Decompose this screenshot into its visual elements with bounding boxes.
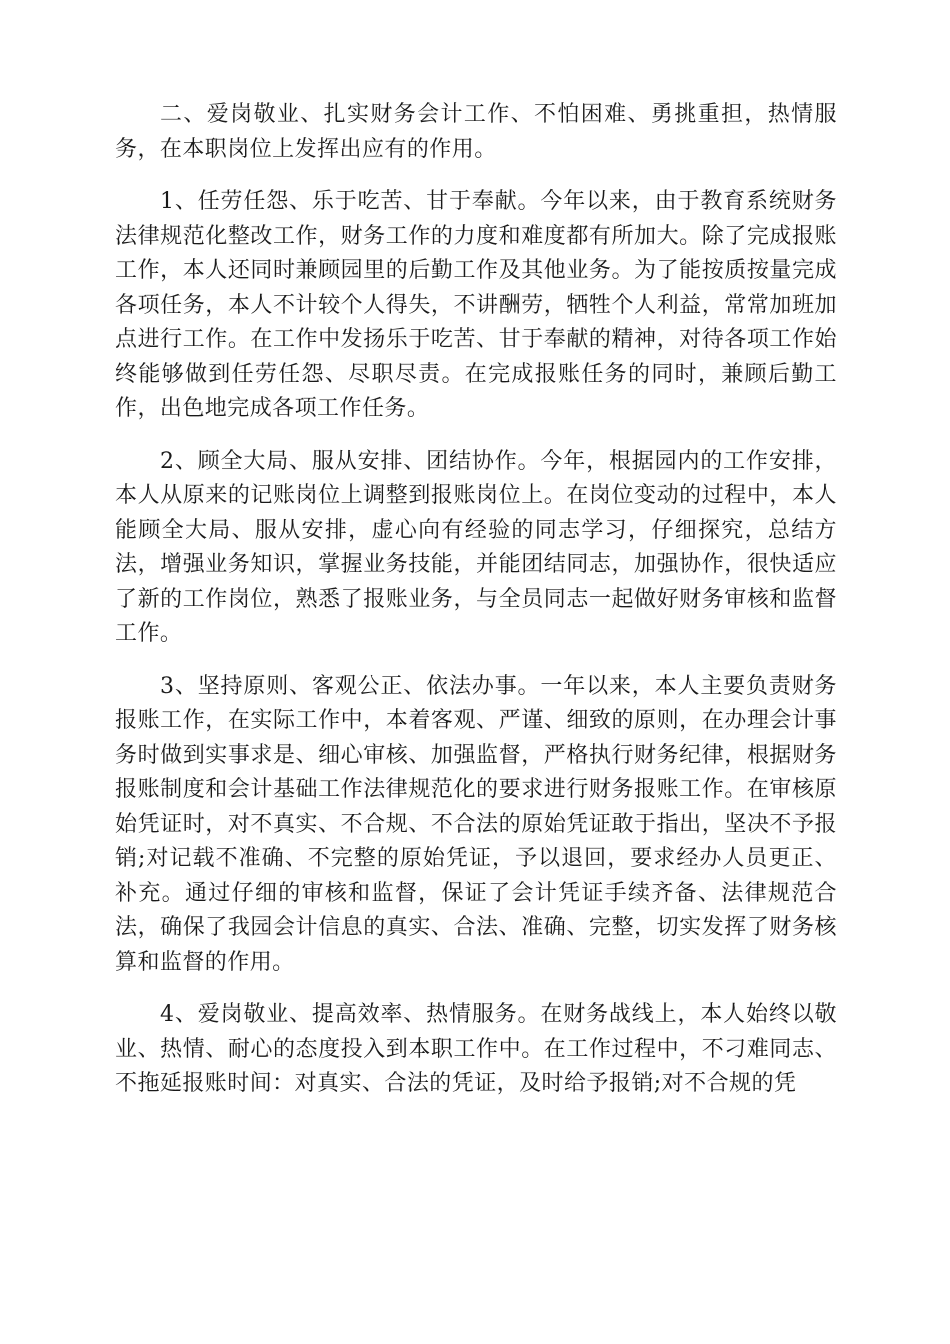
paragraph-item-1: 1、任劳任怨、乐于吃苦、甘于奉献。今年以来，由于教育系统财务法律规范化整改工作，财务工作的力度和难度都有所加大。除了完成报账工作，本人还同时兼顾园里的后勤工作及其他业务。为了能按质按量完成各项任务，本人不计较个人得失，不讲酬劳，牺牲个人利益，常常加班加点进行工作。在工作中发扬乐于吃苦、甘于奉献的精神，对待各项工作始终能够做到任劳任怨、尽职尽责。在完成报账任务的同时，兼顾后勤工作，出色地完成各项工作任务。 xyxy=(115,189,837,421)
paragraph-item-2: 2、顾全大局、服从安排、团结协作。今年，根据园内的工作安排，本人从原来的记账岗位上调整到报账岗位上。在岗位变动的过程中，本人能顾全大局、服从安排，虚心向有经验的同志学习，仔细探究，总结方法，增强业务知识，掌握业务技能，并能团结同志，加强协作，很快适应了新的工作岗位，熟悉了报账业务，与全员同志一起做好财务审核和监督工作。 xyxy=(115,448,837,646)
document-body xyxy=(115,98,837,1120)
paragraph-item-3: 3、坚持原则、客观公正、依法办事。一年以来，本人主要负责财务报账工作，在实际工作中，本着客观、严谨、细致的原则，在办理会计事务时做到实事求是、细心审核、加强监督，严格执行财务纪律，根据财务报账制度和会计基础工作法律规范化的要求进行财务报账工作。在审核原始凭证时，对不真实、不合规、不合法的原始凭证敢于指出，坚决不予报销;对记载不准确、不完整的原始凭证，予以退回，要求经办人员更正、补充。通过仔细的审核和监督，保证了会计凭证手续齐备、法律规范合法，确保了我园会计信息的真实、合法、准确、完整，切实发挥了财务核算和监督的作用。 xyxy=(115,673,837,975)
paragraph-item-4: 4、爱岗敬业、提高效率、热情服务。在财务战线上，本人始终以敬业、热情、耐心的态度投入到本职工作中。在工作过程中，不刁难同志、不拖延报账时间：对真实、合法的凭证，及时给予报销;对不合规的凭 xyxy=(115,1002,837,1096)
paragraph-section-two: 二、爱岗敬业、扎实财务会计工作、不怕困难、勇挑重担，热情服务，在本职岗位上发挥出应有的作用。 xyxy=(115,102,837,162)
